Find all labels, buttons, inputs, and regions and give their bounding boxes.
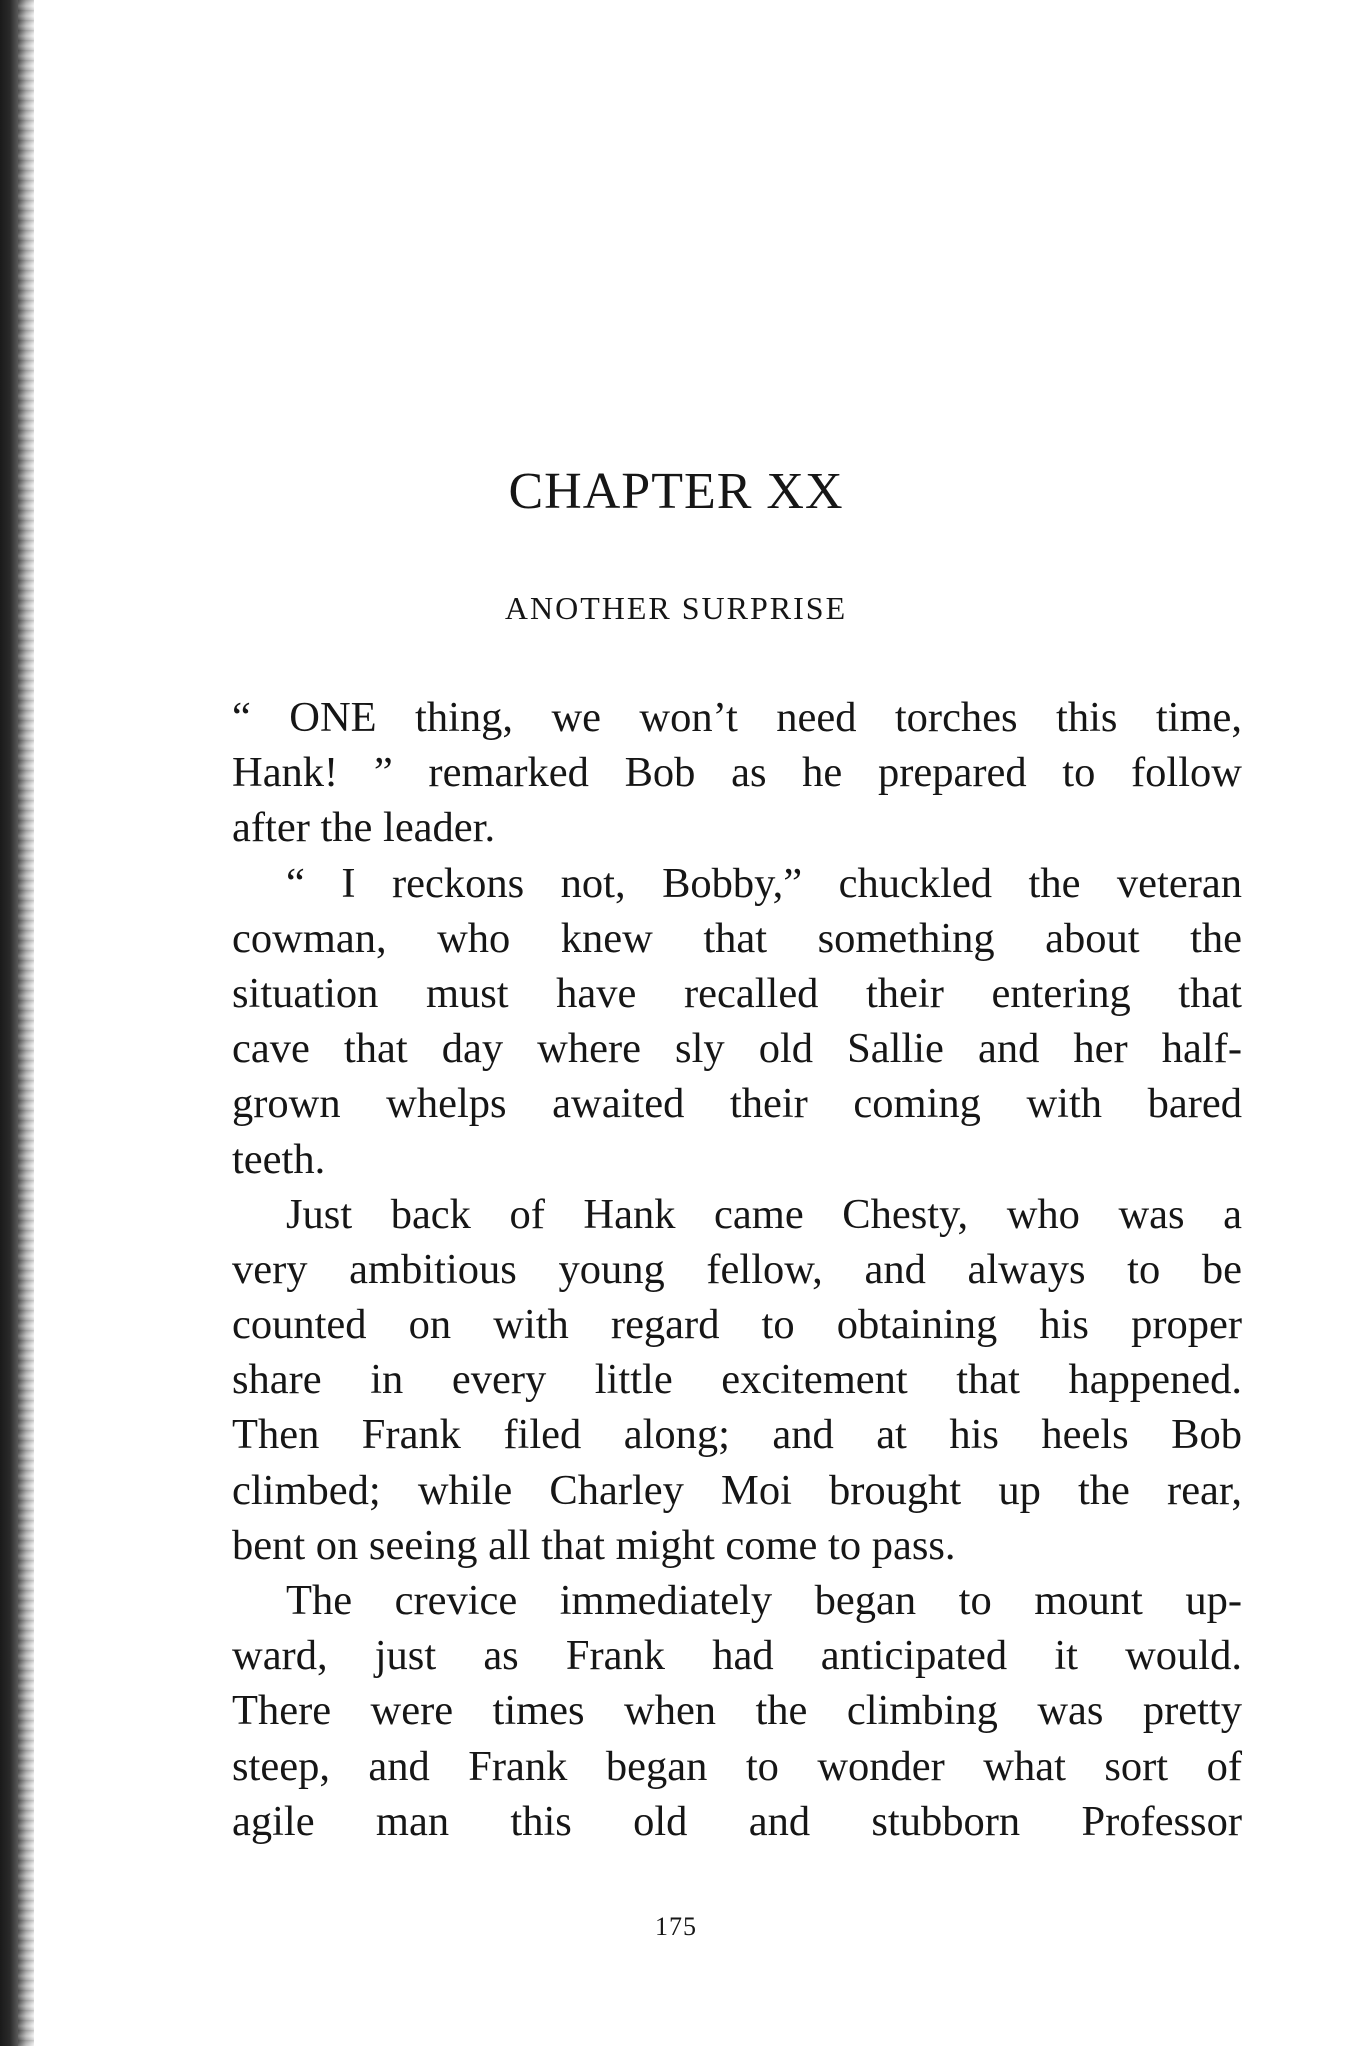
text-line: Hank! ” remarked Bob as he prepared to follow	[232, 749, 1242, 797]
text-line: counted on with regard to obtaining his proper	[232, 1301, 1242, 1349]
chapter-title: CHAPTER XX	[508, 463, 844, 520]
text-line: teeth.	[232, 1135, 326, 1183]
text-line: situation must have recalled their entering that	[232, 969, 1242, 1017]
text-line: steep, and Frank began to wonder what sort of	[232, 1742, 1242, 1790]
text-line: cave that day where sly old Sallie and her half-	[232, 1025, 1242, 1073]
page-number: 175	[655, 1912, 697, 1941]
text-line: The crevice immediately began to mount up-	[286, 1577, 1242, 1624]
text-line: very ambitious young fellow, and always to be	[232, 1245, 1242, 1293]
text-line: bent on seeing all that might come to pass.	[232, 1521, 956, 1569]
text-line: share in every little excitement that happened.	[232, 1356, 1242, 1404]
text-line: Just back of Hank came Chesty, who was a	[286, 1190, 1242, 1238]
text-line: climbed; while Charley Moi brought up the rear,	[232, 1466, 1242, 1514]
chapter-subtitle: ANOTHER SURPRISE	[504, 590, 848, 626]
text-line: after the leader.	[232, 804, 496, 852]
text-line: grown whelps awaited their coming with bared	[232, 1080, 1242, 1128]
text-line: “ I reckons not, Bobby,” chuckled the veteran	[286, 859, 1242, 907]
text-line: cowman, who knew that something about the	[232, 914, 1242, 962]
body-text	[232, 690, 1242, 1849]
text-line: ward, just as Frank had anticipated it would.	[232, 1632, 1242, 1680]
text-line: “ ONE thing, we won’t need torches this time,	[232, 694, 1242, 741]
text-line: agile man this old and stubborn Professor	[232, 1797, 1242, 1845]
text-line: Then Frank filed along; and at his heels Bob	[232, 1411, 1242, 1459]
text-line: There were times when the climbing was pretty	[232, 1687, 1242, 1735]
